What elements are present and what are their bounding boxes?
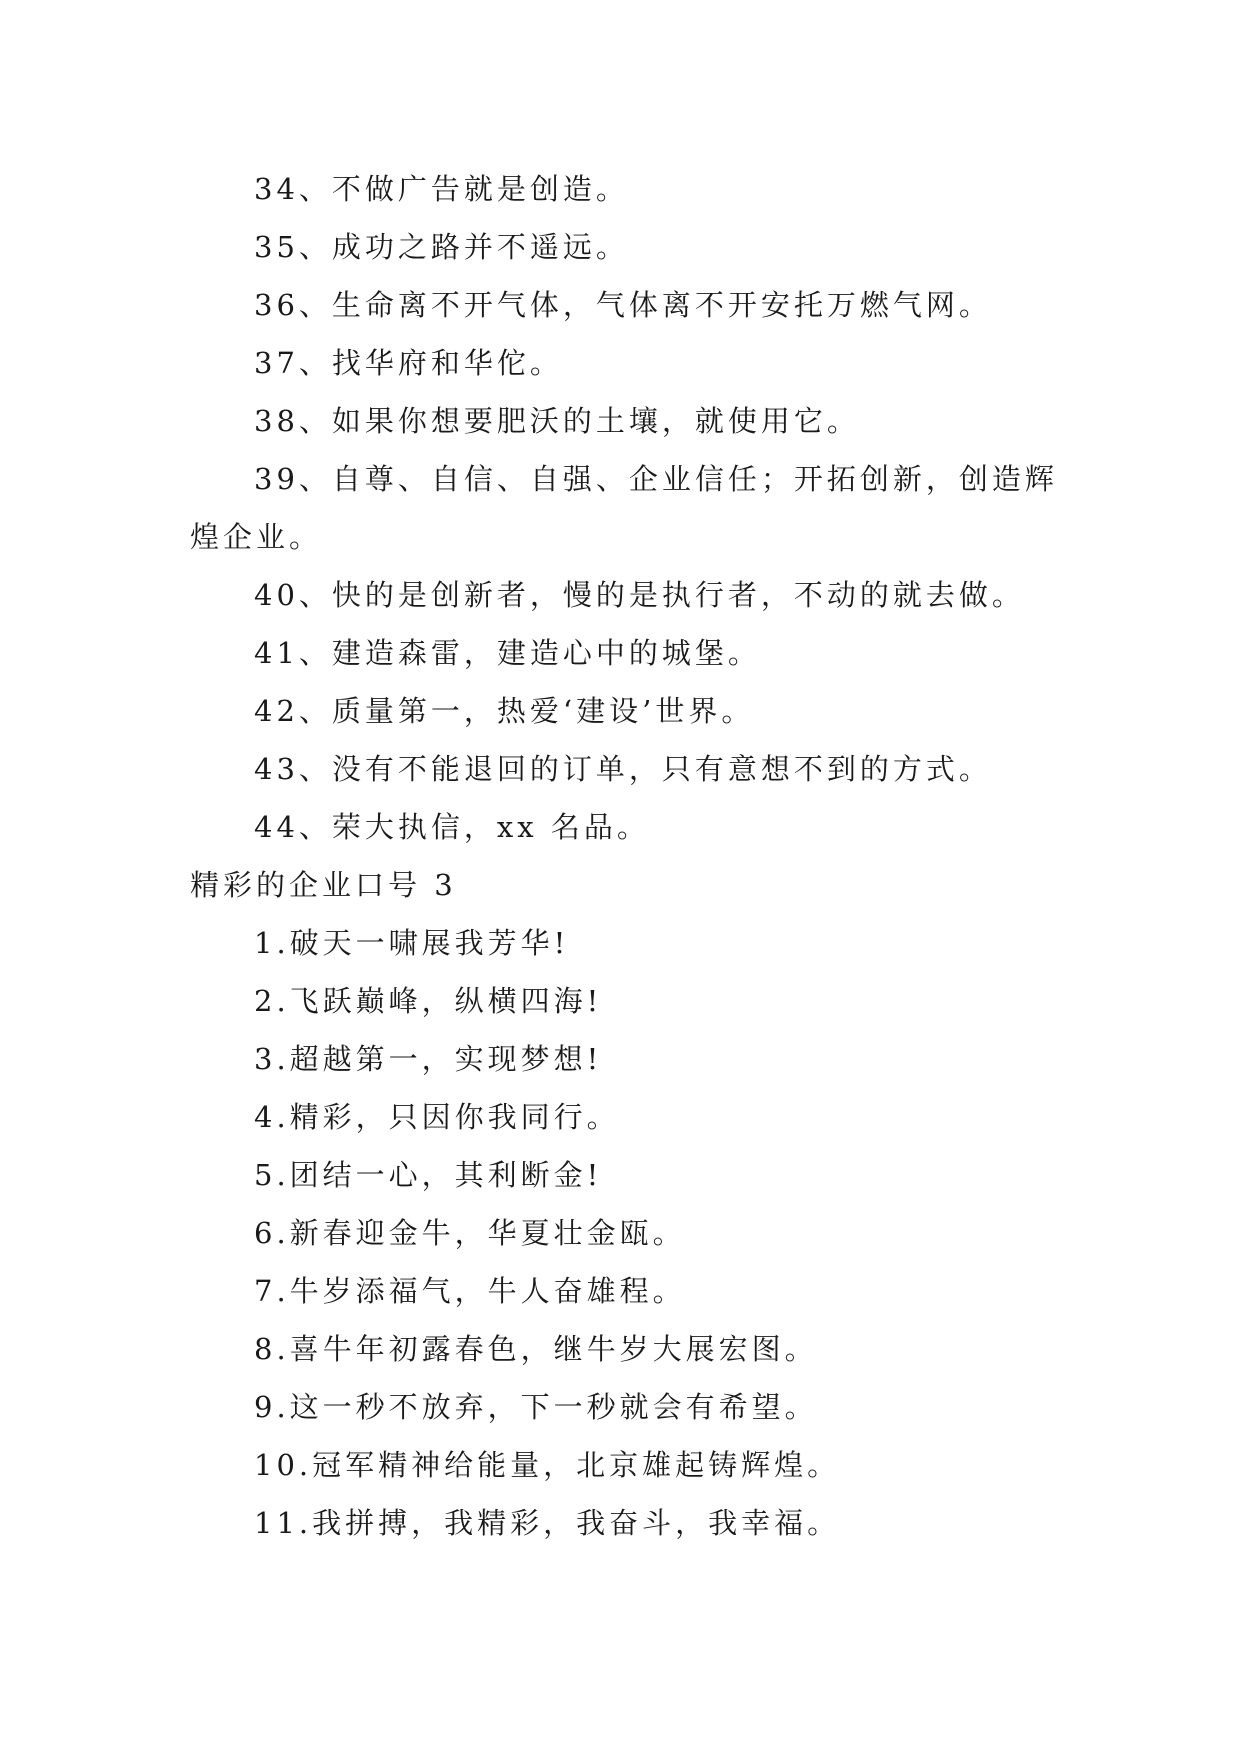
slogan-item: 43、没有不能退回的订单，只有意想不到的方式。	[254, 752, 992, 786]
slogan-item-39-line1: 39、自尊、自信、自强、企业信任；开拓创新，创造辉	[254, 462, 1058, 496]
slogan-item: 5.团结一心，其利断金!	[254, 1158, 603, 1192]
slogan-item: 7.牛岁添福气，牛人奋雄程。	[254, 1274, 686, 1308]
slogan-item: 6.新春迎金牛，华夏壮金瓯。	[254, 1216, 686, 1250]
slogan-item: 40、快的是创新者，慢的是执行者，不动的就去做。	[254, 578, 1025, 612]
slogan-item: 8.喜牛年初露春色，继牛岁大展宏图。	[254, 1332, 818, 1366]
slogan-item: 35、成功之路并不遥远。	[254, 230, 629, 264]
slogan-item: 11.我拼搏，我精彩，我奋斗，我幸福。	[254, 1506, 841, 1540]
slogan-item: 42、质量第一，热爱‘建设’世界。	[254, 694, 755, 728]
slogan-item: 34、不做广告就是创造。	[254, 172, 629, 206]
slogan-item: 41、建造森雷，建造心中的城堡。	[254, 636, 761, 670]
slogan-item: 4.精彩，只因你我同行。	[254, 1100, 620, 1134]
slogan-item: 44、荣大执信，xx 名品。	[254, 810, 650, 844]
slogan-item: 1.破天一啸展我芳华!	[254, 926, 570, 960]
slogan-item: 37、找华府和华佗。	[254, 346, 563, 380]
section-heading: 精彩的企业口号 3	[190, 868, 457, 902]
document-body	[190, 160, 1060, 1552]
slogan-item: 38、如果你想要肥沃的土壤，就使用它。	[254, 404, 860, 438]
slogan-item: 2.飞跃巅峰，纵横四海!	[254, 984, 603, 1018]
slogan-item-39-line2: 煌企业。	[190, 520, 323, 554]
slogan-item: 10.冠军精神给能量，北京雄起铸辉煌。	[254, 1448, 841, 1482]
slogan-item: 3.超越第一，实现梦想!	[254, 1042, 603, 1076]
slogan-item: 9.这一秒不放弃，下一秒就会有希望。	[254, 1390, 818, 1424]
slogan-item: 36、生命离不开气体，气体离不开安托万燃气网。	[254, 288, 992, 322]
